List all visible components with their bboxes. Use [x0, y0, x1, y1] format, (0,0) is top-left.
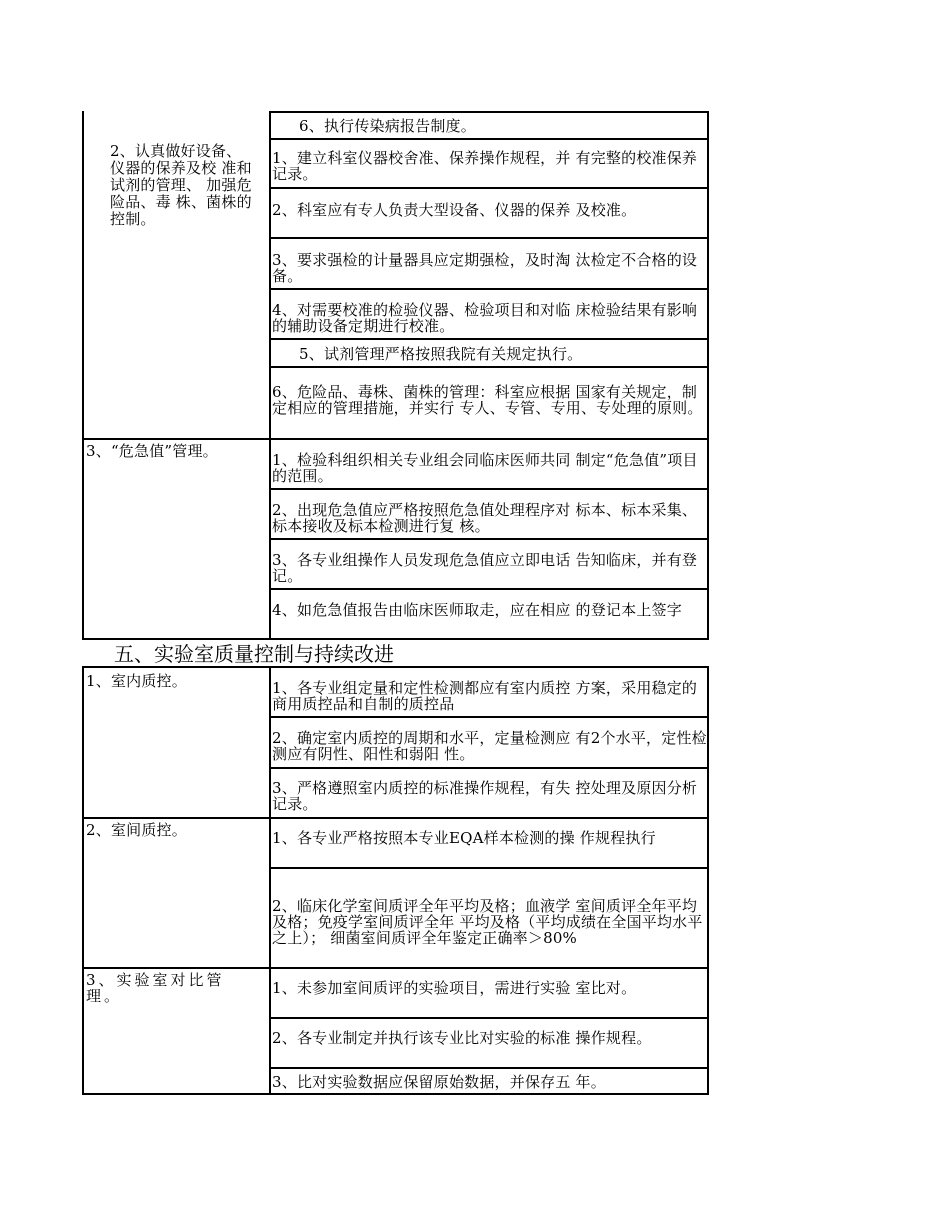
- table-cell-item: 2、临床化学室间质评全年平均及格；血液学 室间质评全年平均及格；免疫学室间质评全年 平均及格（平均成绩在全国平均水平之上）； 细菌室间质评全年鉴定正确率＞80%: [272, 898, 703, 947]
- row-divider: [269, 288, 709, 290]
- table-bottom-border: [82, 638, 709, 640]
- column-divider: [269, 666, 271, 1095]
- table-cell-item: 4、如危急值报告由临床医师取走，应在相应 的登记本上签字: [272, 602, 682, 619]
- row-divider: [269, 867, 709, 869]
- section-divider: [82, 438, 709, 440]
- table-cell-item: 1、未参加室间质评的实验项目，需进行实验 室比对。: [272, 980, 637, 997]
- table-cell-item: 6、危险品、毒株、菌株的管理：科室应根据 国家有关规定，制定相应的管理措施，并实行 专人、专管、专用、专处理的原则。: [272, 384, 703, 417]
- table-bottom-border: [82, 1093, 709, 1095]
- table-cell-item: 3、严格遵照室内质控的标准操作规程，有失 控处理及原因分析记录。: [272, 780, 698, 813]
- section-label-critical: 3、“危急值”管理。: [86, 443, 218, 460]
- row-divider: [269, 1067, 709, 1069]
- table-cell-item: 2、确定室内质控的周期和水平，定量检测应 有2个水平，定性检测应有阴性、阳性和弱阳 性。: [272, 730, 707, 763]
- table-left-border: [82, 666, 84, 1095]
- table-cell-item: 1、检验科组织相关专业组会同临床医师共同 制定“危急值”项目的范围。: [272, 452, 698, 485]
- row-divider: [269, 1017, 709, 1019]
- section-label-eqa: 2、室间质控。: [86, 822, 187, 839]
- section-label-iqc: 1、室内质控。: [86, 673, 187, 690]
- table-top-border: [269, 111, 709, 113]
- row-divider: [269, 237, 709, 239]
- table-cell-item: 5、试剂管理严格按照我院有关规定执行。: [299, 346, 583, 363]
- table-cell-item: 4、对需要校准的检验仪器、检验项目和对临 床检验结果有影响的辅助设备定期进行校准。: [272, 302, 698, 335]
- table-cell-item: 3、要求强检的计量器具应定期强检，及时淘 汰检定不合格的设备。: [272, 252, 698, 285]
- section-divider: [82, 817, 709, 819]
- table-top-border: [82, 666, 709, 668]
- table-cell-item: 2、各专业制定并执行该专业比对实验的标准 操作规程。: [272, 1030, 652, 1047]
- row-divider: [269, 366, 709, 368]
- section-label-equipment: 2、认真做好设备、 仪器的保养及校 准和试剂的管理、 加强危险品、毒 株、菌株的控制。: [110, 143, 252, 228]
- table-cell-item: 2、出现危急值应严格按照危急值处理程序对 标本、标本采集、标本接收及标本检测进行复 核。: [272, 502, 698, 535]
- row-divider: [269, 488, 709, 490]
- table-cell-item: 3、比对实验数据应保留原始数据，并保存五 年。: [272, 1074, 606, 1091]
- section-divider: [82, 967, 709, 969]
- table-cell-item: 1、建立科室仪器校舍准、保养操作规程，并 有完整的校准保养记录。: [272, 150, 698, 183]
- row-divider: [269, 716, 709, 718]
- row-divider: [269, 138, 709, 140]
- table-cell-item: 1、各专业组定量和定性检测都应有室内质控 方案，采用稳定的商用质控品和自制的质控品: [272, 680, 698, 713]
- row-divider: [269, 338, 709, 340]
- column-divider: [269, 111, 271, 640]
- table-cell-item: 3、各专业组操作人员发现危急值应立即电话 告知临床，并有登记。: [272, 552, 698, 585]
- row-divider: [269, 767, 709, 769]
- table-left-border: [82, 111, 84, 640]
- chapter-heading: 五、实验室质量控制与持续改进: [114, 642, 394, 666]
- table-cell-item: 6、执行传染病报告制度。: [299, 118, 476, 134]
- section-label-compare: 3、实验室对比管 理。: [86, 972, 225, 1005]
- row-divider: [269, 538, 709, 540]
- row-divider: [269, 187, 709, 189]
- row-divider: [269, 588, 709, 590]
- table-cell-item: 2、科室应有专人负责大型设备、仪器的保养 及校准。: [272, 202, 637, 219]
- table-cell-item: 1、各专业严格按照本专业EQA样本检测的操 作规程执行: [272, 830, 656, 847]
